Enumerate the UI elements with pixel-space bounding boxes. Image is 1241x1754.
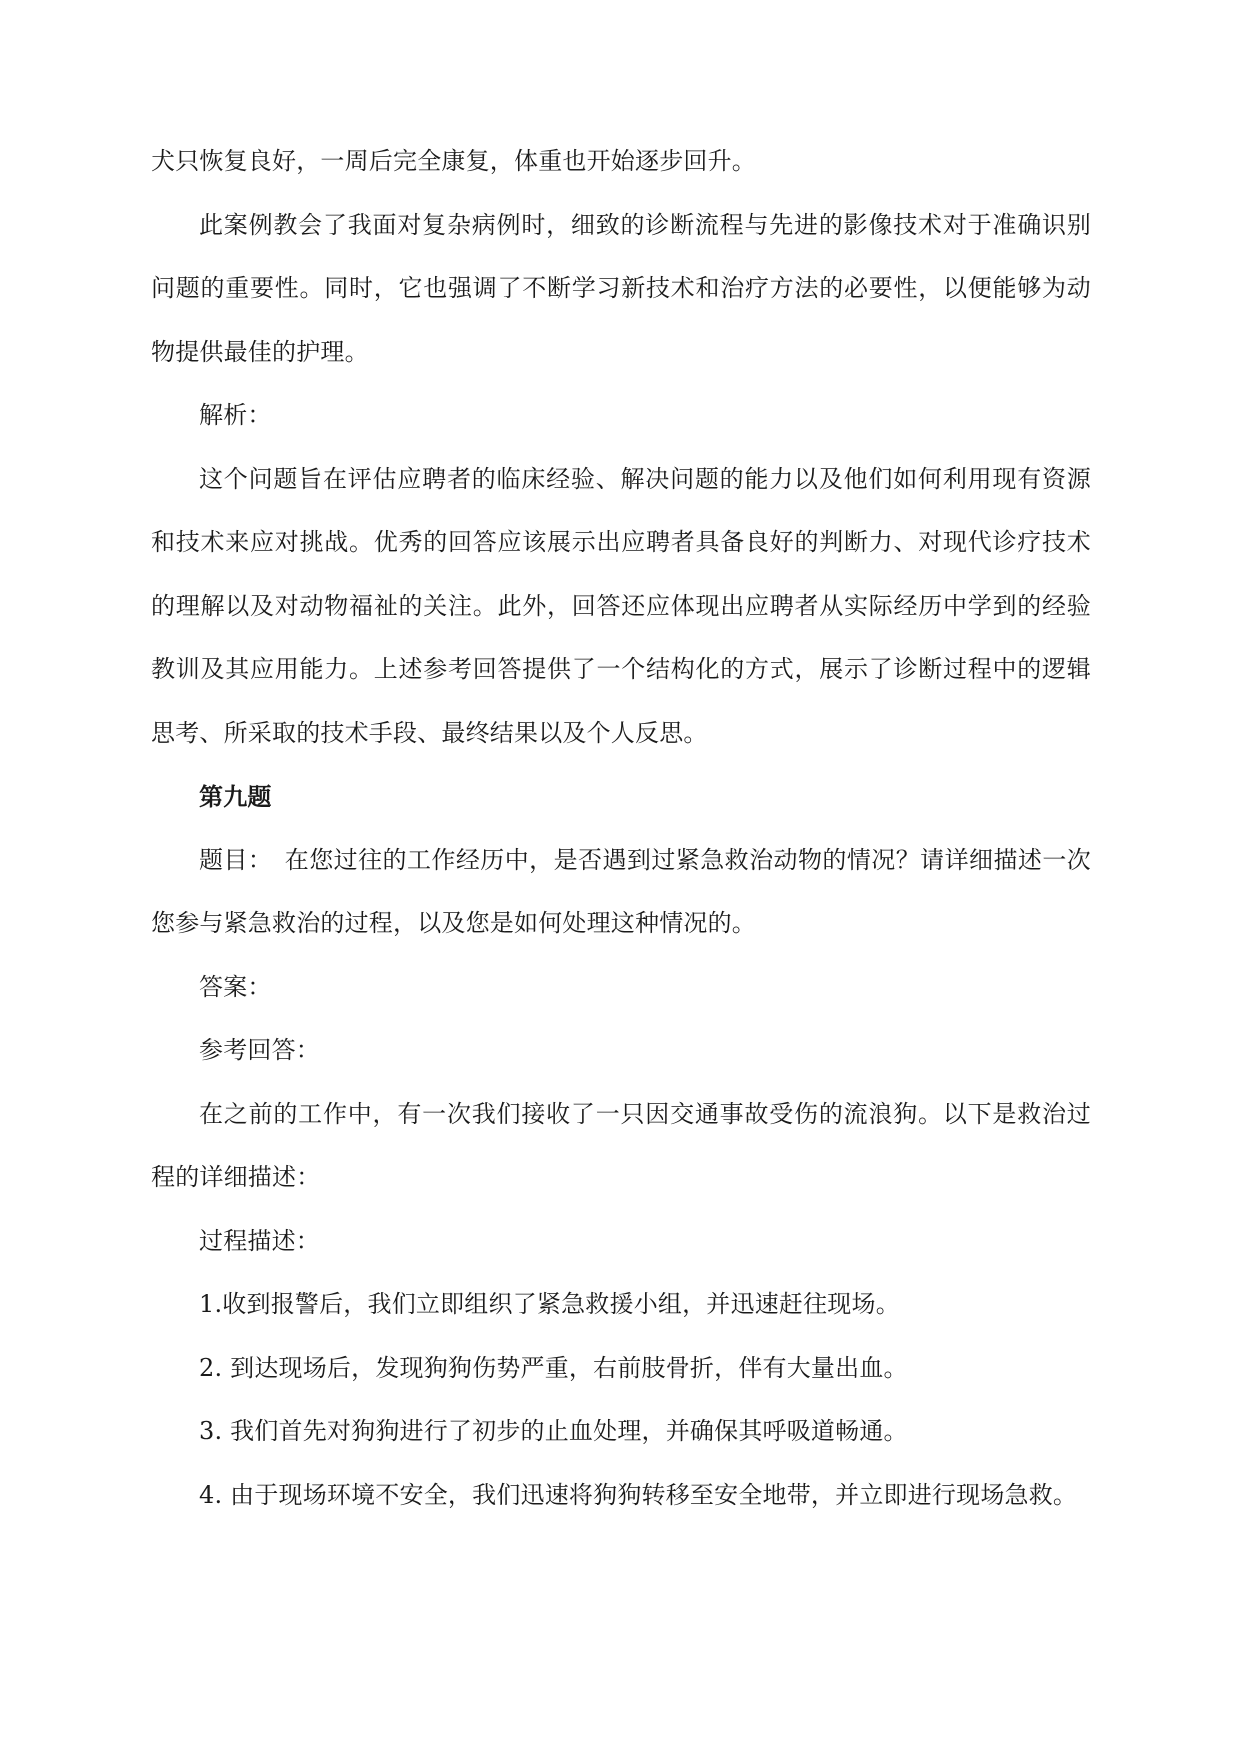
paragraph-case-intro: 在之前的工作中，有一次我们接收了一只因交通事故受伤的流浪狗。以下是救治过程的详细描述： — [151, 1099, 1091, 1191]
question-heading: 第九题 — [199, 782, 272, 811]
document-body — [151, 130, 1091, 1527]
paragraph-case-reflection: 此案例教会了我面对复杂病例时，细致的诊断流程与先进的影像技术对于准确识别问题的重要性。同时，它也强调了不断学习新技术和治疗方法的必要性，以便能够为动物提供最佳的护理。 — [151, 210, 1091, 366]
process-step-3: 3. 我们首先对狗狗进行了初步的止血处理，并确保其呼吸道畅通。 — [199, 1417, 908, 1445]
answer-label: 答案： — [199, 972, 272, 1001]
paragraph-analysis: 这个问题旨在评估应聘者的临床经验、解决问题的能力以及他们如何利用现有资源和技术来应对挑战。优秀的回答应该展示出应聘者具备良好的判断力、对现代诊疗技术的理解以及对动物福祉的关注。此外，回答还应体现出应聘者从实际经历中学到的经验教训及其应用能力。上述参考回答提供了一个结构化的方式，展示了诊断过程中的逻辑思考、所采取的技术手段、最终结果以及个人反思。 — [151, 464, 1091, 747]
reference-answer-label: 参考回答： — [199, 1036, 320, 1064]
process-step-2: 2. 到达现场后，发现狗狗伤势严重，右前肢骨折，伴有大量出血。 — [199, 1353, 908, 1382]
process-label: 过程描述： — [199, 1226, 320, 1255]
analysis-label: 解析： — [199, 401, 272, 429]
paragraph-continuation: 犬只恢复良好，一周后完全康复，体重也开始逐步回升。 — [151, 147, 756, 175]
process-step-1: 1.收到报警后，我们立即组织了紧急救援小组，并迅速赶往现场。 — [199, 1290, 900, 1318]
process-step-4: 4. 由于现场环境不安全，我们迅速将狗狗转移至安全地带，并立即进行现场急救。 — [199, 1480, 1078, 1509]
question-text: 题目： 在您过往的工作经历中，是否遇到过紧急救治动物的情况？请详细描述一次您参与紧急救治的过程，以及您是如何处理这种情况的。 — [151, 845, 1091, 937]
